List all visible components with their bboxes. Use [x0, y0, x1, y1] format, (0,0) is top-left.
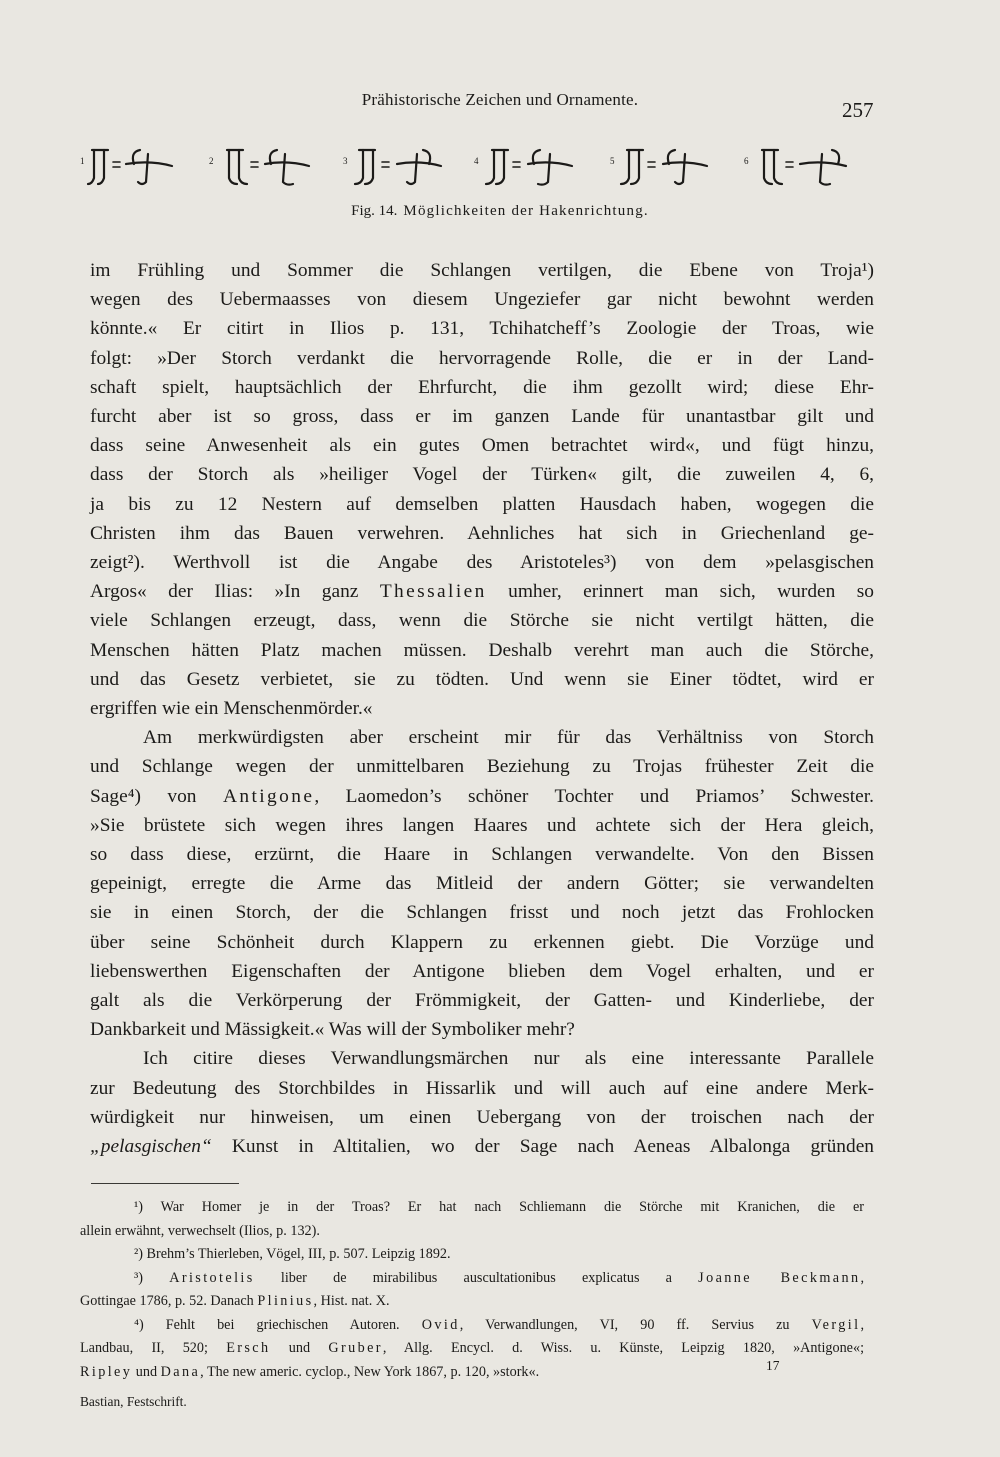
hook-glyph-1 [88, 150, 172, 184]
page-number: 257 [842, 98, 874, 122]
text-line: Argos« der Ilias: »In ganz Thessalien umher, erinnert man sich, wurden so [90, 581, 874, 603]
text-line: Dankbarkeit und Mässigkeit.« Was will der Symboliker mehr? [90, 1019, 575, 1041]
glyph-label-2: 2 [209, 156, 214, 166]
paragraph-1 [90, 256, 874, 723]
text-line: liebenswerthen Eigenschaften der Antigone blieben dem Vogel erhalten, und er [90, 960, 874, 982]
footnote-3 [80, 1267, 864, 1314]
footnote-1 [80, 1196, 864, 1243]
caption-text: Möglichkeiten der Hakenrichtung. [403, 203, 649, 219]
signature-mark: 17 [766, 1358, 780, 1373]
glyph-label-6: 6 [744, 156, 749, 166]
footnote-line: ¹) War Homer je in der Troas? Er hat nach Schliemann die Störche mit Kranichen, die er [134, 1199, 864, 1215]
footnote-line: allein erwähnt, verwechselt (Ilios, p. 132). [80, 1222, 320, 1239]
text-line: gepeinigt, erregte die Arme das Mitleid der andern Götter; sie verwandelten [90, 873, 874, 895]
glyph-label-5: 5 [610, 156, 615, 166]
text-line: würdigkeit nur hinweisen, um einen Uebergang von der troischen nach der [90, 1106, 874, 1128]
text-line: Am merkwürdigsten aber erscheint mir für das Verhältniss von Storch [143, 727, 874, 749]
text-line: so dass diese, erzürnt, die Haare in Schlangen verwandelte. Von den Bissen [90, 844, 874, 866]
text-line: folgt: »Der Storch verdankt die hervorragende Rolle, die er in der Land- [90, 347, 874, 369]
text-line: ja bis zu 12 Nestern auf demselben platten Hausdach haben, wogegen die [90, 493, 874, 515]
text-line: im Frühling und Sommer die Schlangen vertilgen, die Ebene von Troja¹) [90, 260, 874, 281]
text-line: ergriffen wie ein Menschenmörder.« [90, 698, 373, 720]
text-line: „pelasgischen“ Kunst in Altitalien, wo der Sage nach Aeneas Albalonga gründen [90, 1136, 874, 1158]
text-line: sie in einen Storch, der die Schlangen frisst und noch jetzt das Frohlocken [90, 902, 874, 924]
glyph-label-4: 4 [474, 156, 479, 166]
text-line: könnte.« Er citirt in Ilios p. 131, Tchihatcheff’s Zoologie der Troas, wie [90, 318, 874, 340]
text-line: Christen ihm das Bauen verwehren. Aehnliches hat sich in Griechenland ge- [90, 522, 874, 544]
hook-glyph-3 [355, 150, 441, 184]
text-line: dass seine Anwesenheit als ein gutes Omen betrachtet wird«, und fügt hinzu, [90, 435, 874, 457]
hook-glyph-2 [227, 150, 309, 185]
footnote-2 [80, 1243, 864, 1267]
text-line: Menschen hätten Platz machen müssen. Deshalb verehrt man auch die Störche, [90, 639, 874, 661]
text-line: und das Gesetz verbietet, sie zu tödten. Und wenn sie Einer tödtet, wird er [90, 668, 874, 690]
text-line: Sage⁴) von Antigone, Laomedon’s schöner Tochter und Priamos’ Schwester. [90, 785, 874, 807]
running-title: Prähistorische Zeichen und Ornamente. [361, 90, 639, 109]
figure-hook-directions [80, 142, 890, 192]
text-line: zur Bedeutung des Storchbildes in Hissarlik und will auch auf eine andere Merk- [90, 1077, 874, 1099]
text-line: und Schlange wegen der unmittelbaren Beziehung zu Trojas frühester Zeit die [90, 756, 874, 778]
footnote-line: ²) Brehm’s Thierleben, Vögel, III, p. 507. Leipzig 1892. [134, 1246, 451, 1262]
spaced-name: Antigone [222, 785, 315, 807]
body-text [90, 256, 874, 1161]
footnote-line: Landbau, II, 520; Ersch und Gruber, Allg. Encycl. d. Wiss. u. Künste, Leipzig 1820, »Antigone«; [80, 1340, 865, 1356]
footnote-line: Ripley und Dana, The new americ. cyclop., New York 1867, p. 120, »stork«. [80, 1363, 540, 1380]
hook-direction-figure [80, 142, 890, 192]
footnote-line: Gottingae 1786, p. 52. Danach Plinius, Hist. nat. X. [80, 1293, 390, 1309]
footnote-4 [80, 1314, 864, 1385]
text-line: dass der Storch als »heiliger Vogel der Türken« gilt, die zuweilen 4, 6, [90, 464, 874, 486]
text-line: »Sie brüstete sich wegen ihres langen Haares und achtete sich der Hera gleich, [90, 814, 874, 836]
glyph-label-3: 3 [343, 156, 348, 166]
text-line: zeigt²). Werthvoll ist die Angabe des Aristoteles³) von dem »pelasgischen [90, 552, 874, 574]
footnote-line: ⁴) Fehlt bei griechischen Autoren. Ovid, Verwandlungen, VI, 90 ff. Servius zu Vergil, [134, 1316, 864, 1333]
footnotes [80, 1196, 864, 1384]
hook-glyph-4 [486, 150, 572, 185]
spaced-name: Thessalien [379, 581, 487, 603]
text-line: viele Schlangen erzeugt, dass, wenn die Störche sie nicht vertilgt hätten, die [90, 610, 874, 632]
book-signature: Bastian, Festschrift. [80, 1394, 187, 1409]
paragraph-3 [90, 1044, 874, 1161]
figure-caption [0, 203, 1000, 220]
caption-number: Fig. 14. [351, 203, 398, 219]
text-line: schaft spielt, hauptsächlich der Ehrfurcht, die ihm gezollt wird; diese Ehr- [90, 376, 874, 398]
text-line: Ich citire dieses Verwandlungsmärchen nur als eine interessante Parallele [143, 1048, 874, 1070]
text-line: wegen des Uebermaasses von diesem Ungeziefer gar nicht bewohnt werden [90, 289, 874, 311]
text-line: galt als die Verkörperung der Frömmigkeit, der Gatten- und Kinderliebe, der [90, 990, 874, 1012]
footnote-line: ³) Aristotelis liber de mirabilibus auscultationibus explicatus a Joanne Beckmann, [134, 1269, 864, 1286]
glyph-label-1: 1 [80, 156, 85, 166]
text-line: über seine Schönheit durch Klappern zu erkennen giebt. Die Vorzüge und [90, 931, 874, 953]
paragraph-2 [90, 723, 874, 1044]
italic-term: „pelasgischen“ [90, 1136, 212, 1158]
text-line: furcht aber ist so gross, dass er im ganzen Lande für unantastbar gilt und [90, 406, 874, 428]
hook-glyph-5 [621, 150, 707, 184]
hook-glyph-6 [762, 150, 846, 185]
footnote-rule [91, 1183, 239, 1184]
